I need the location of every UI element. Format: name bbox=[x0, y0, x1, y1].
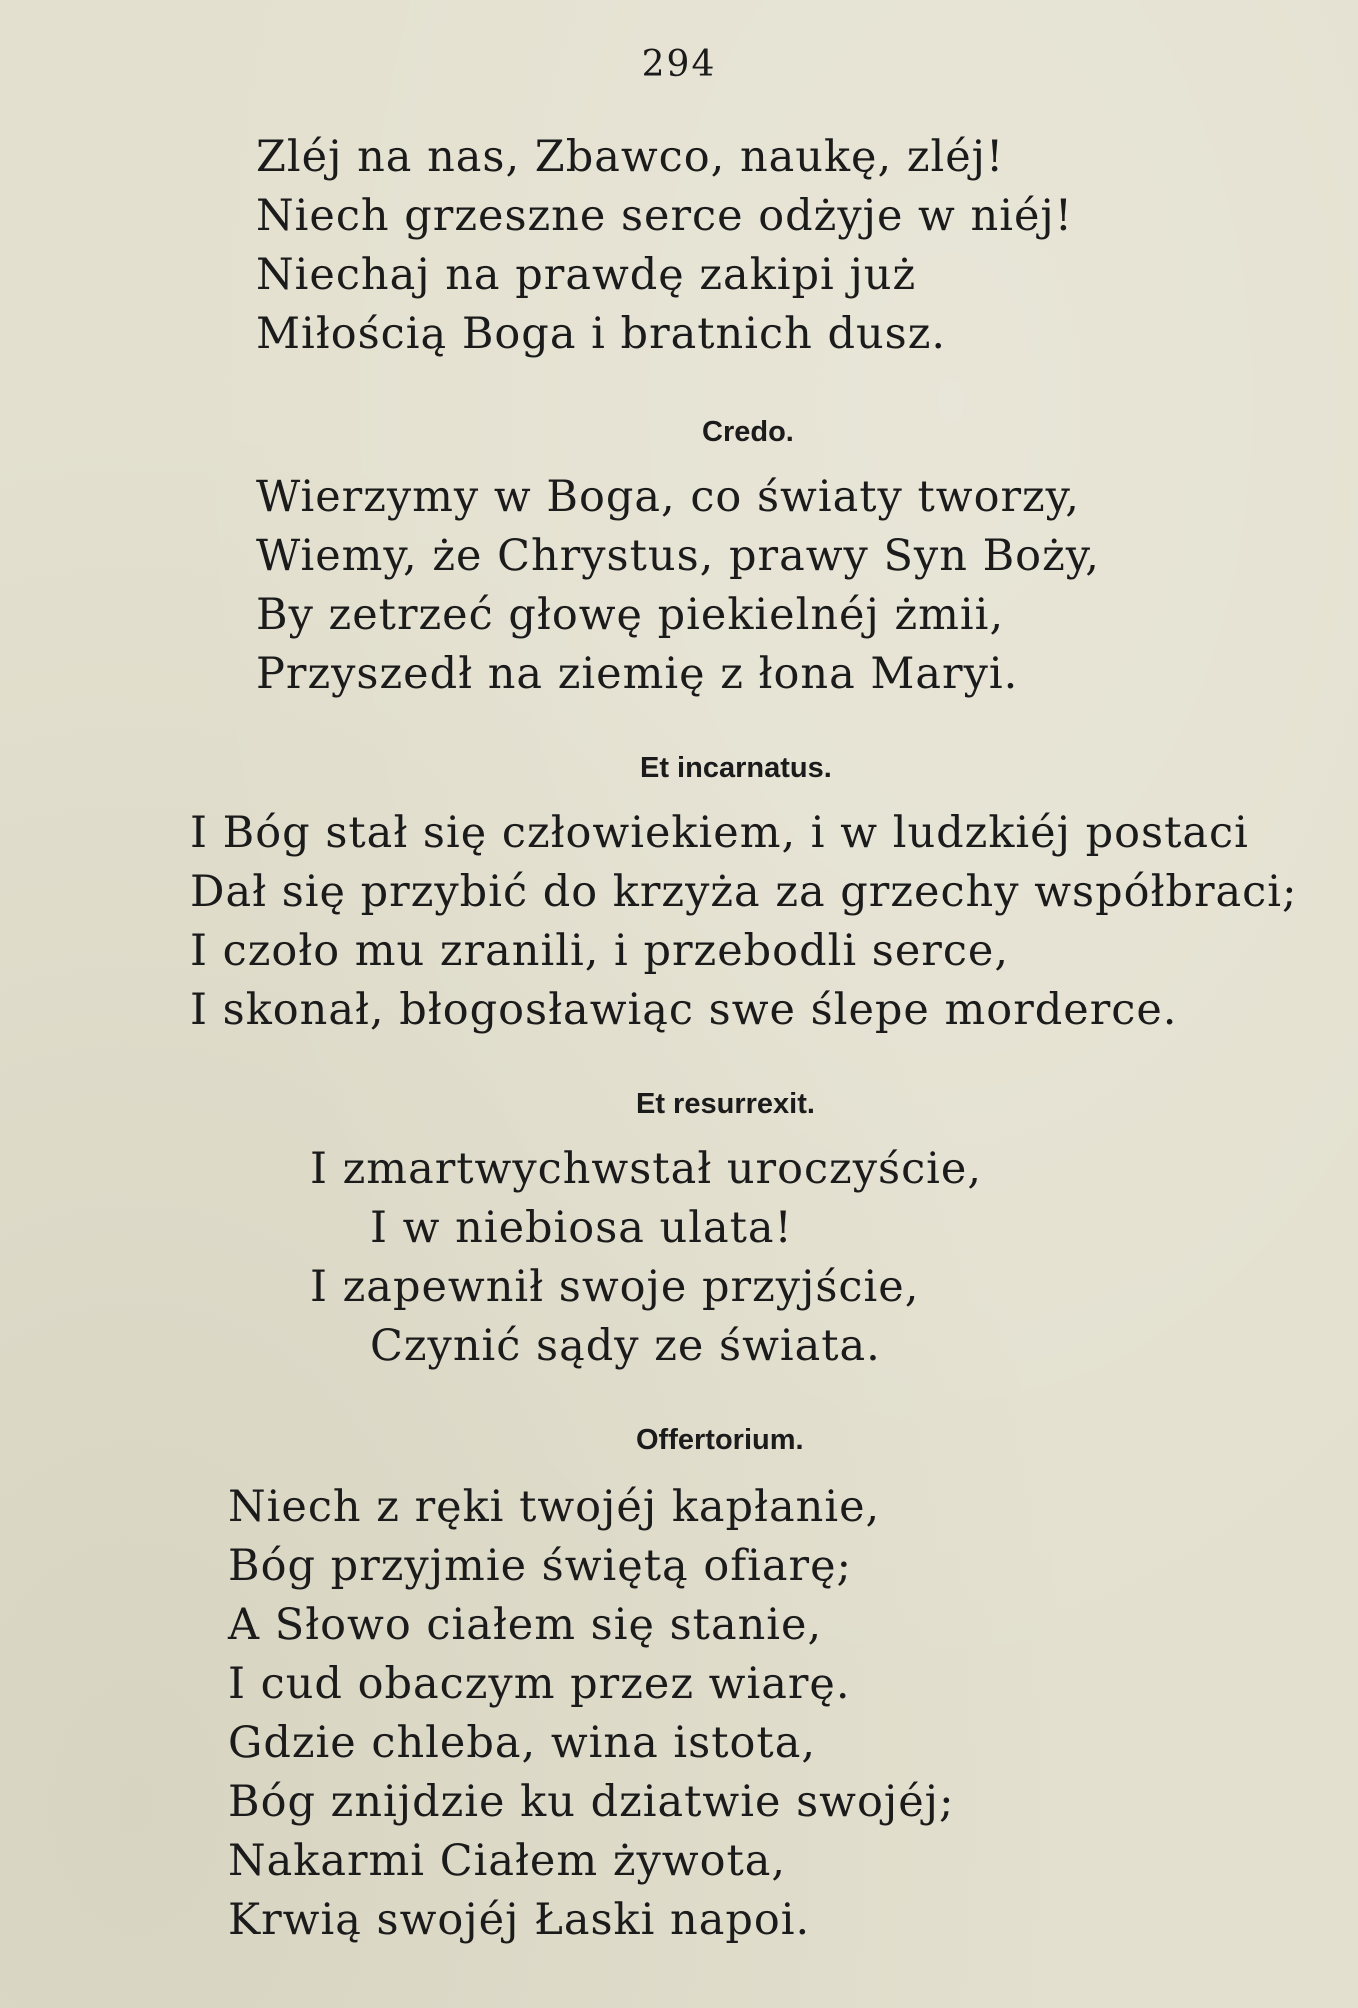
verse-line: I zapewnił swoje przyjście, bbox=[310, 1262, 920, 1312]
verse-line: Niechaj na prawdę zakipi już bbox=[256, 250, 917, 300]
stanza-et-resurrexit bbox=[310, 1140, 982, 1376]
verse-line: I Bóg stał się człowiekiem, i w ludzkiéj postaci bbox=[190, 808, 1249, 858]
verse-line: Krwią swojéj Łaski napoi. bbox=[228, 1895, 811, 1945]
verse-line: Czynić sądy ze świata. bbox=[370, 1321, 881, 1371]
verse-line: Przyszedł na ziemię z łona Maryi. bbox=[256, 649, 1019, 699]
verse-line: Bóg przyjmie świętą ofiarę; bbox=[228, 1541, 853, 1591]
verse-line: I w niebiosa ulata! bbox=[370, 1203, 793, 1253]
verse-line: Bóg znijdzie ku dziatwie swojéj; bbox=[228, 1777, 955, 1827]
section-heading-credo: Credo. bbox=[702, 416, 794, 448]
verse-line: Niech z ręki twojéj kapłanie, bbox=[228, 1482, 881, 1532]
verse-line: A Słowo ciałem się stanie, bbox=[228, 1600, 823, 1650]
page-number: 294 bbox=[641, 44, 717, 85]
section-heading-et-incarnatus: Et incarnatus. bbox=[640, 752, 832, 784]
stanza-opening bbox=[256, 128, 1073, 364]
verse-line: By zetrzeć głowę piekielnéj żmii, bbox=[256, 590, 1005, 640]
stanza-offertorium bbox=[228, 1478, 954, 1950]
stanza-credo bbox=[256, 468, 1100, 704]
section-heading-et-resurrexit: Et resurrexit. bbox=[636, 1088, 815, 1120]
stanza-et-incarnatus bbox=[190, 804, 1297, 1040]
verse-line: Gdzie chleba, wina istota, bbox=[228, 1718, 817, 1768]
verse-line: Niech grzeszne serce odżyje w niéj! bbox=[256, 191, 1074, 241]
verse-line: I cud obaczym przez wiarę. bbox=[228, 1659, 851, 1709]
verse-line: Dał się przybić do krzyża za grzechy współbraci; bbox=[190, 867, 1298, 917]
verse-line: I czoło mu zranili, i przebodli serce, bbox=[190, 926, 1010, 976]
verse-line: I skonał, błogosławiąc swe ślepe morderce. bbox=[190, 985, 1178, 1035]
verse-line: Wierzymy w Boga, co światy tworzy, bbox=[256, 472, 1080, 522]
verse-line: Miłością Boga i bratnich dusz. bbox=[256, 309, 947, 359]
verse-line: Nakarmi Ciałem żywota, bbox=[228, 1836, 787, 1886]
verse-line: Zléj na nas, Zbawco, naukę, zléj! bbox=[256, 132, 1005, 182]
section-heading-offertorium: Offertorium. bbox=[636, 1424, 804, 1456]
verse-line: Wiemy, że Chrystus, prawy Syn Boży, bbox=[256, 531, 1100, 581]
verse-line: I zmartwychwstał uroczyście, bbox=[310, 1144, 983, 1194]
